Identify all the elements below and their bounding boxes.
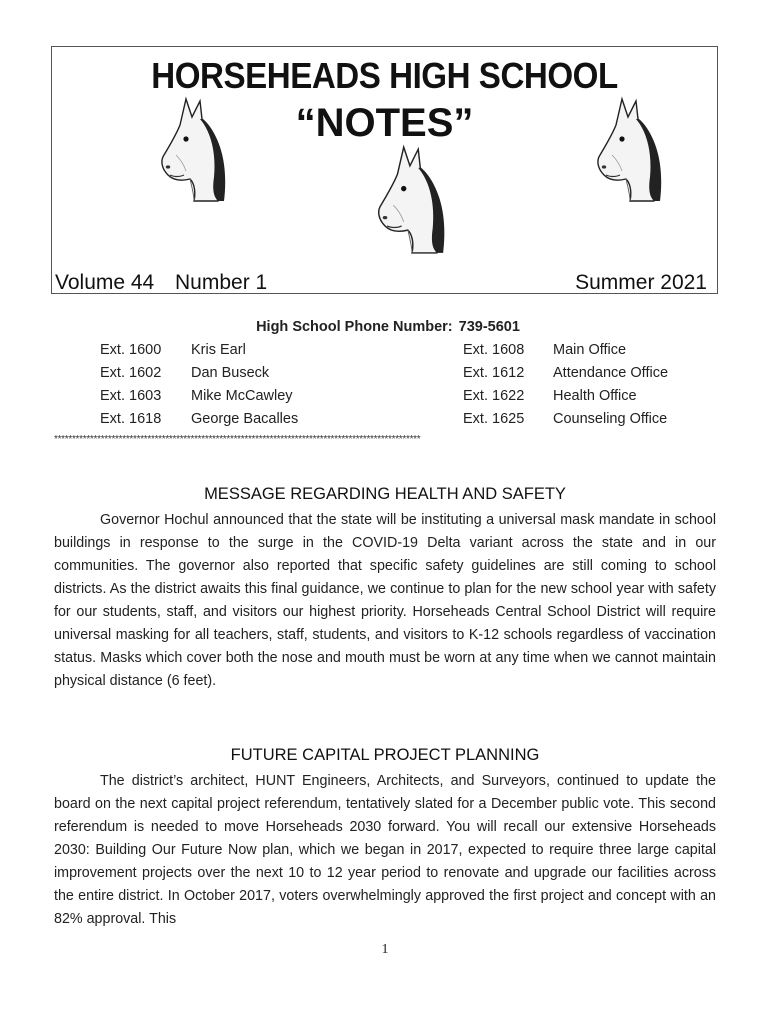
masthead	[51, 46, 718, 294]
newsletter-subtitle: “NOTES”	[295, 101, 474, 145]
office-name: Main Office	[553, 342, 627, 358]
phone-number: 739-5601	[458, 319, 520, 335]
section-body-capital: The district’s architect, HUNT Engineers, Architects, and Surveyors, continued to update the board on the next capital project referendum, tentatively slated for a December public vote. This second referendum is needed to move Horseheads 2030 forward. You will recall our extensive Horseheads 2030: Building Our Future Now plan, which we began in 2017, expected to require three large capital improvement projects over the next 10 to 12 year period to renovate and upgrade our facilities across the entire district. In October 2017, voters overwhelmingly approved the first project and concept with an 82% approval. This	[54, 773, 716, 927]
staff-ext: Ext. 1618	[100, 411, 162, 427]
staff-name: Mike McCawley	[191, 388, 293, 404]
staff-name: Kris Earl	[191, 342, 246, 358]
volume-label: Volume 44	[55, 271, 155, 294]
horse-head-logo-left	[156, 95, 232, 203]
office-ext: Ext. 1622	[463, 388, 525, 404]
horse-head-logo-center	[372, 143, 452, 255]
horse-head-logo-right	[592, 95, 668, 203]
staff-ext: Ext. 1602	[100, 365, 162, 381]
phone-line	[0, 319, 770, 335]
staff-name: George Bacalles	[191, 411, 299, 427]
section-heading-health: MESSAGE REGARDING HEALTH AND SAFETY	[204, 485, 566, 503]
office-ext: Ext. 1612	[463, 365, 525, 381]
office-ext: Ext. 1625	[463, 411, 525, 427]
newsletter-title: HORSEHEADS HIGH SCHOOL	[151, 55, 618, 96]
staff-ext: Ext. 1600	[100, 342, 162, 358]
office-ext: Ext. 1608	[463, 342, 525, 358]
staff-ext: Ext. 1603	[100, 388, 162, 404]
page-number: 1	[381, 942, 389, 957]
staff-name: Dan Buseck	[191, 365, 270, 381]
issue-number-label: Number 1	[175, 271, 268, 294]
phone-label: High School Phone Number:	[256, 319, 453, 335]
section-heading-capital: FUTURE CAPITAL PROJECT PLANNING	[230, 746, 540, 764]
office-name: Attendance Office	[553, 365, 669, 381]
office-name: Counseling Office	[553, 411, 668, 427]
asterisk-divider: ******************************************************************************************************	[54, 434, 421, 445]
section-body-health: Governor Hochul announced that the state will be instituting a universal mask mandate in school buildings in response to the surge in the COVID-19 Delta variant across the state and in our communities. The governor also reported that specific safety guidelines are still coming to school districts. As the district awaits this final guidance, we continue to plan for the new school year with safety for our students, staff, and visitors our highest priority. Horseheads Central School District will require universal masking for all teachers, staff, students, and visitors to K-12 schools regardless of vaccination status. Masks which cover both the nose and mouth must be worn at any time when we cannot maintain physical distance (6 feet).	[54, 512, 716, 689]
issue-season-label: Summer 2021	[575, 271, 707, 294]
office-name: Health Office	[553, 388, 637, 404]
